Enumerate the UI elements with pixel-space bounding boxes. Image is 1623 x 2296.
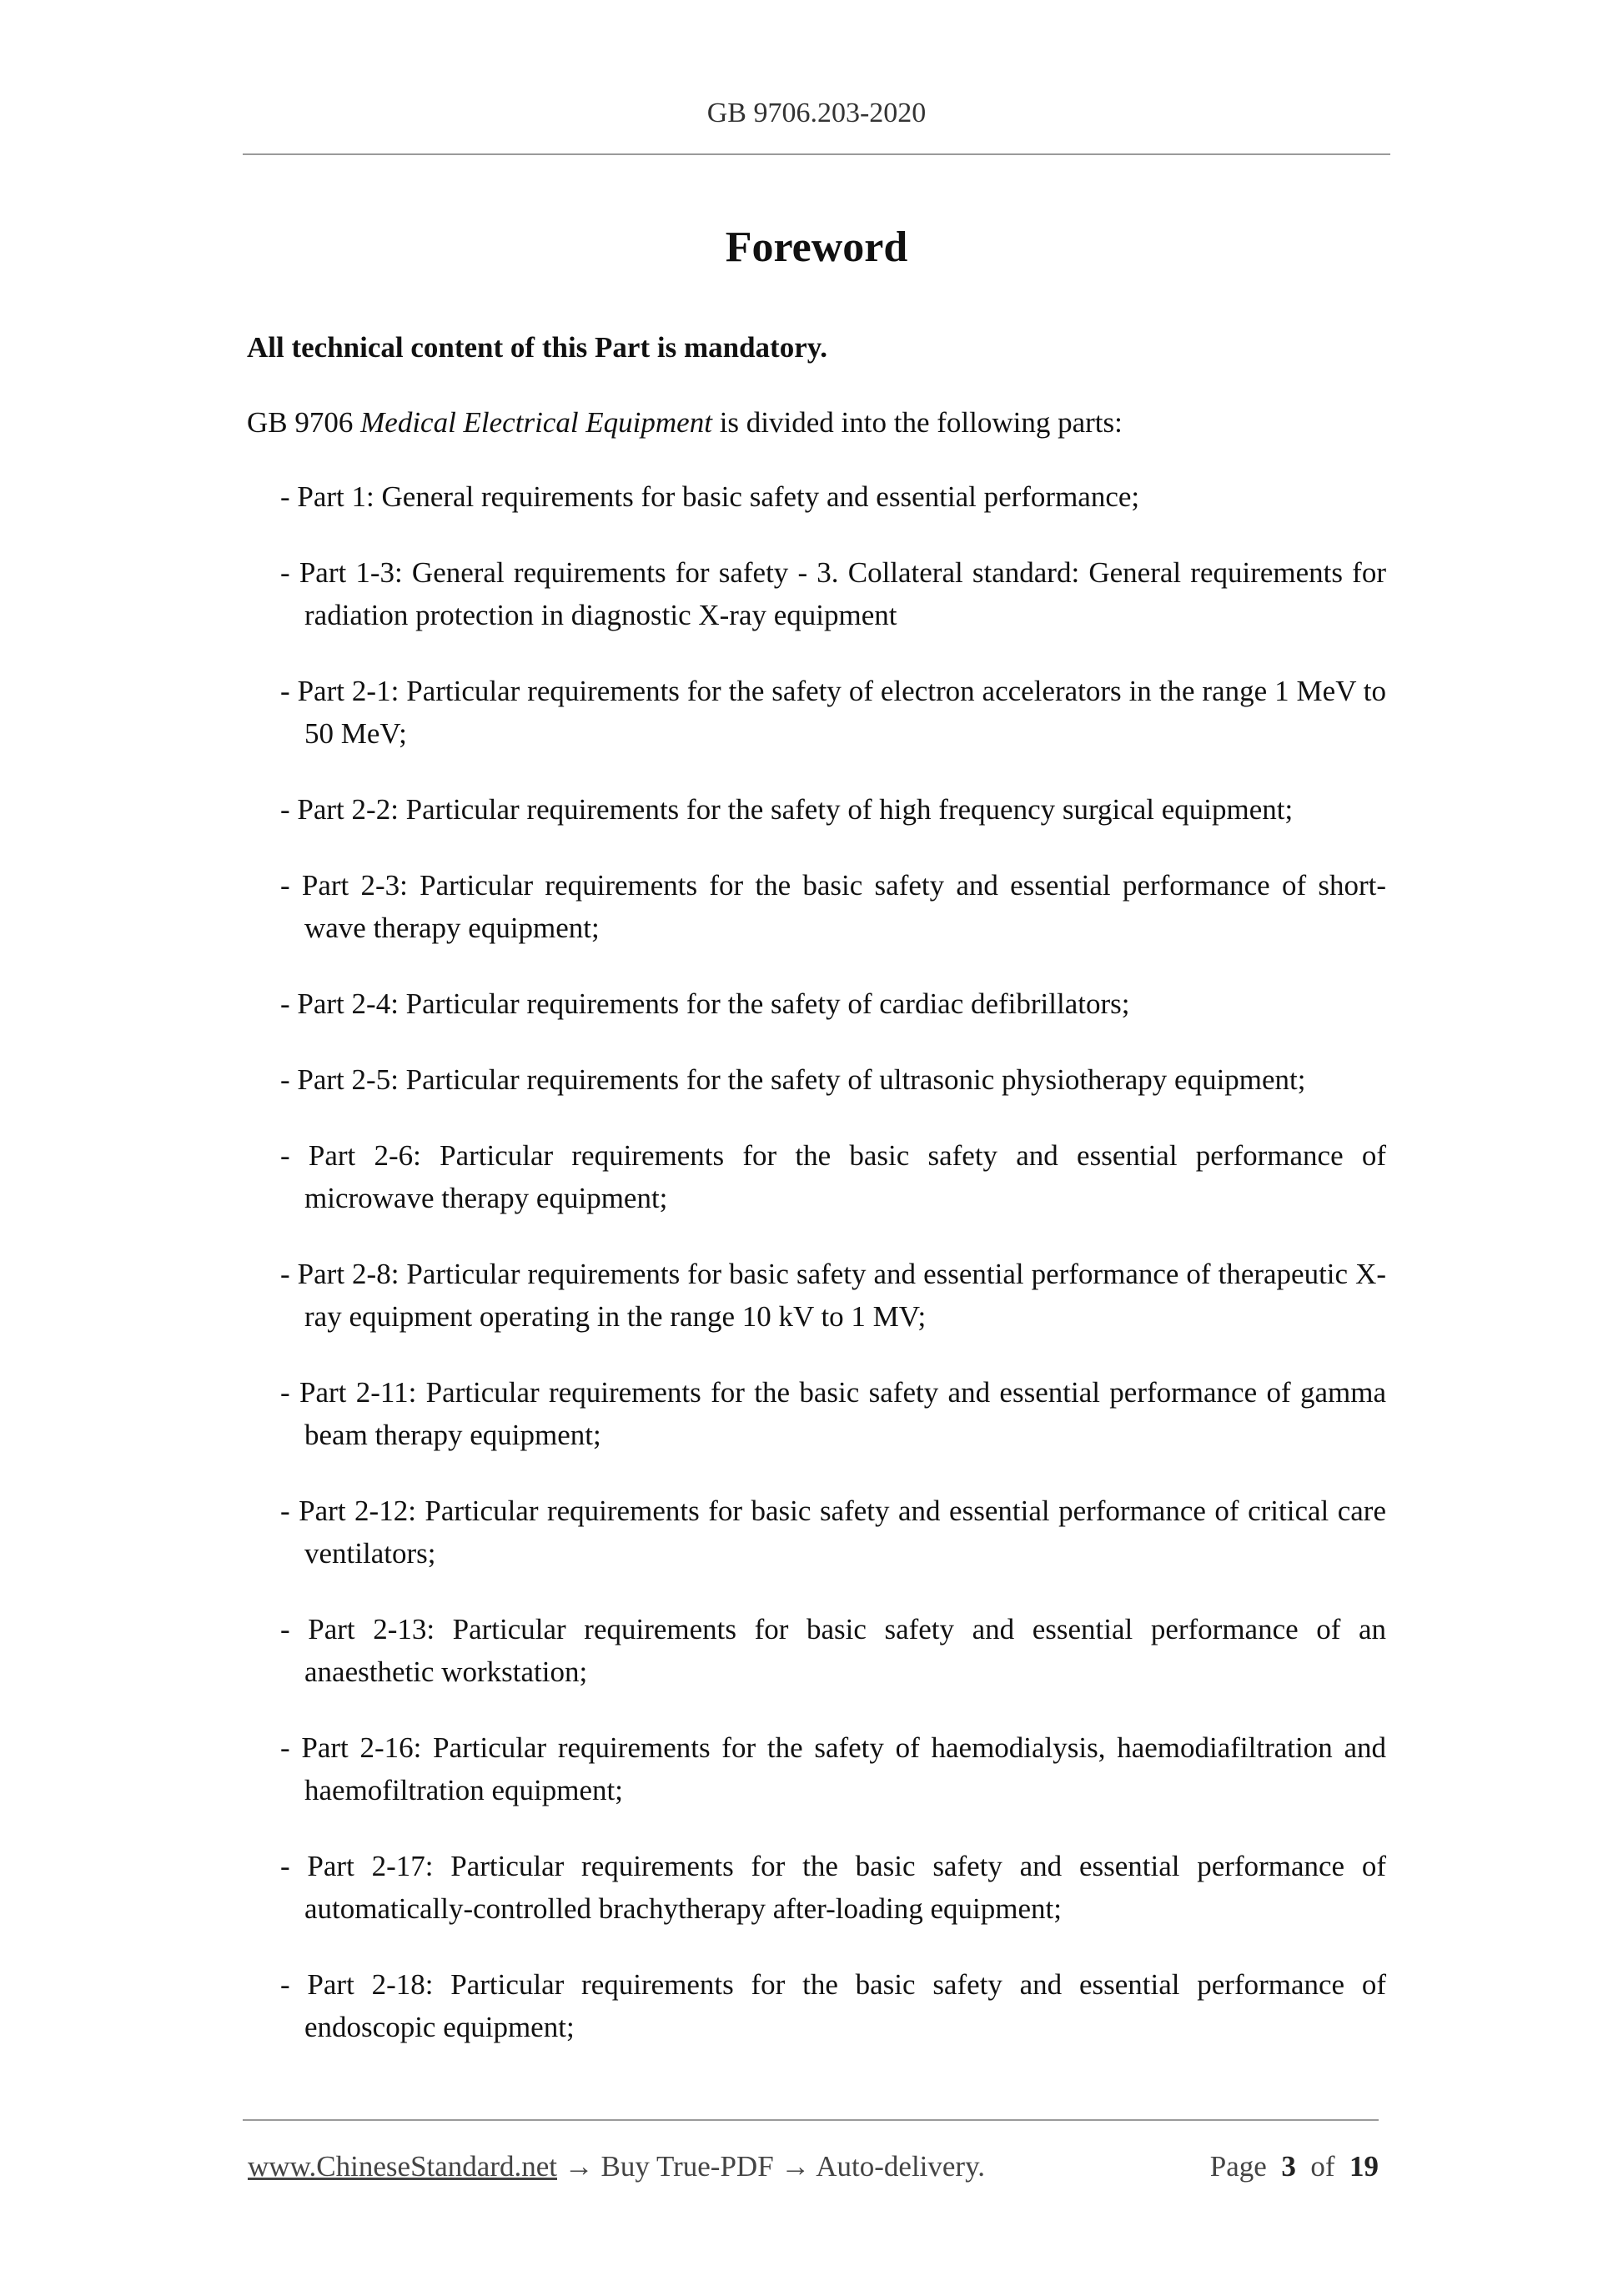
intro-suffix: is divided into the following parts: <box>711 406 1123 439</box>
page-label: Page <box>1209 2150 1267 2183</box>
intro-prefix: GB 9706 <box>247 406 361 439</box>
parts-list <box>280 475 1386 2082</box>
list-item: - Part 2-2: Particular requirements for the safety of high frequency surgical equipment; <box>280 793 1294 826</box>
list-item: - Part 2-6: Particular requirements for the basic safety and essential performance of microwave therapy equipment; <box>280 1139 1386 1214</box>
list-item: - Part 2-11: Particular requirements for the basic safety and essential performance of gamma beam therapy equipment; <box>280 1376 1386 1451</box>
list-item: - Part 2-4: Particular requirements for the safety of cardiac defibrillators; <box>280 987 1130 1020</box>
list-item: - Part 2-8: Particular requirements for basic safety and essential performance of therapeutic X-ray equipment operating in the range 10 kV to 1 MV; <box>280 1258 1386 1333</box>
page-total: 19 <box>1349 2150 1379 2183</box>
arrow-right-icon: → <box>564 2150 594 2183</box>
of-label: of <box>1310 2150 1335 2183</box>
page-indicator <box>1210 2146 1379 2188</box>
website-link[interactable]: www.ChineseStandard.net <box>248 2150 557 2183</box>
mandatory-statement: All technical content of this Part is mandatory. <box>247 331 828 364</box>
buy-pdf-text: Buy True-PDF <box>600 2150 774 2183</box>
footer-promo <box>248 2146 985 2188</box>
list-item: - Part 2-5: Particular requirements for the safety of ultrasonic physiotherapy equipment; <box>280 1063 1306 1096</box>
list-item: - Part 1-3: General requirements for safety - 3. Collateral standard: General requirements for radiation protection in diagnostic X-ray equipment <box>280 556 1386 631</box>
list-item: - Part 2-17: Particular requirements for the basic safety and essential performance of automatically-controlled brachytherapy after-loading equipment; <box>280 1850 1386 1925</box>
page-header <box>243 93 1390 155</box>
list-item: - Part 1: General requirements for basic safety and essential performance; <box>280 480 1140 513</box>
list-item: - Part 2-16: Particular requirements for the safety of haemodialysis, haemodiafiltration and haemofiltration equipment; <box>280 1731 1386 1806</box>
list-item: - Part 2-3: Particular requirements for the basic safety and essential performance of short-wave therapy equipment; <box>280 869 1386 944</box>
list-item: - Part 2-18: Particular requirements for the basic safety and essential performance of endoscopic equipment; <box>280 1968 1386 2043</box>
list-item: - Part 2-12: Particular requirements for basic safety and essential performance of critical care ventilators; <box>280 1495 1386 1570</box>
page-footer <box>243 2119 1379 2183</box>
intro-italic-title: Medical Electrical Equipment <box>360 406 712 439</box>
list-item: - Part 2-13: Particular requirements for basic safety and essential performance of an anaesthetic workstation; <box>280 1613 1386 1688</box>
page-number: 3 <box>1281 2150 1296 2183</box>
list-item: - Part 2-1: Particular requirements for the safety of electron accelerators in the range 1 MeV to 50 MeV; <box>280 675 1386 750</box>
arrow-right-icon: → <box>781 2150 811 2183</box>
delivery-text: Auto-delivery. <box>816 2150 986 2183</box>
page-title: Foreword <box>725 224 908 271</box>
intro-paragraph <box>247 402 1123 444</box>
document-code: GB 9706.203-2020 <box>706 98 927 128</box>
